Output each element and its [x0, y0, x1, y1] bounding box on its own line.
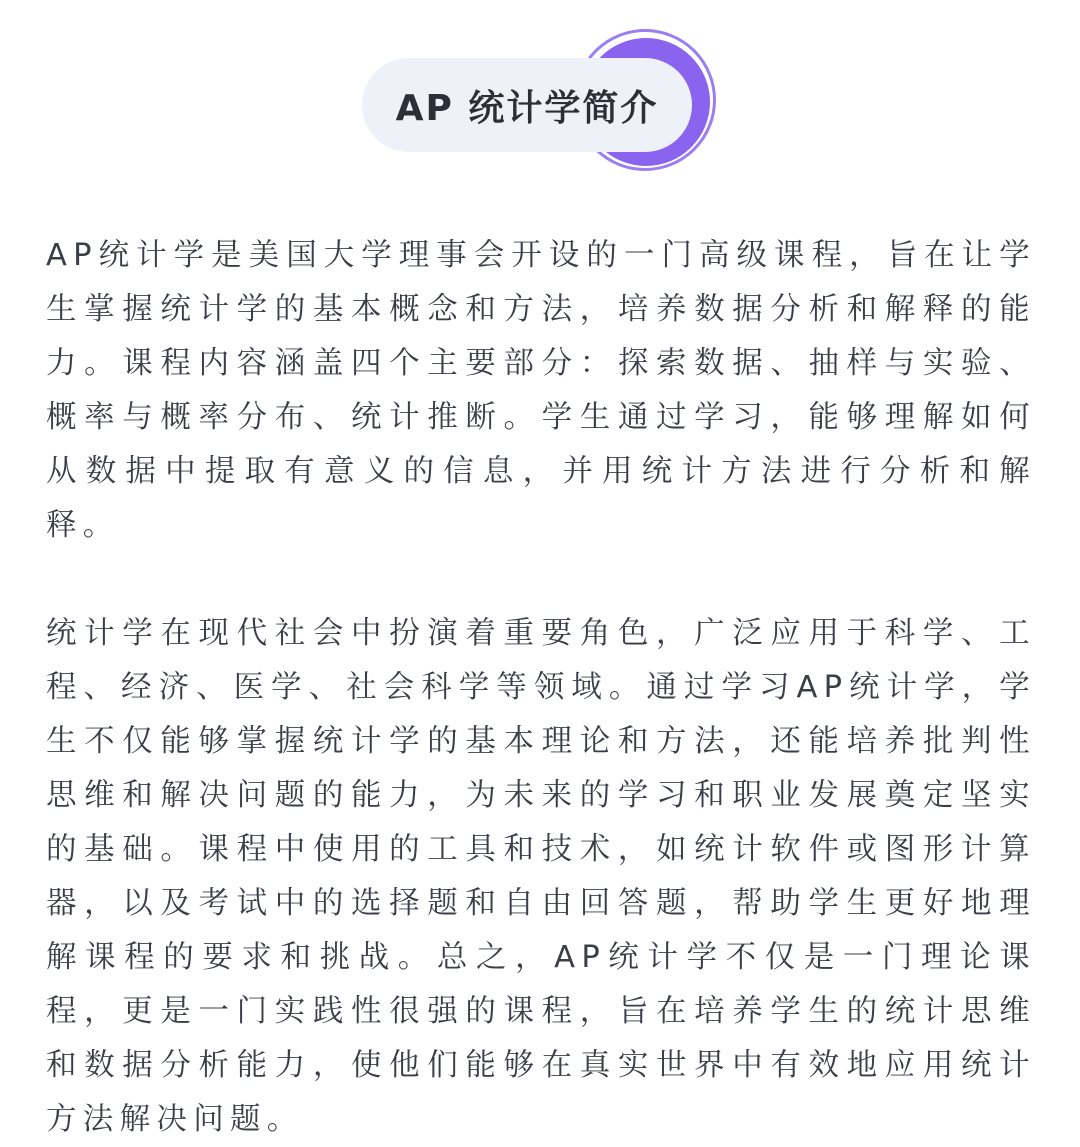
page-title: AP 统计学简介: [395, 87, 659, 129]
section-title-badge: [362, 28, 722, 183]
paragraph-intro: AP统计学是美国大学理事会开设的一门高级课程，旨在让学生掌握统计学的基本概念和方法，培养数据分析和解释的能力。课程内容涵盖四个主要部分：探索数据、抽样与实验、概率与概率分布、统计推断。学生通过学习，能够理解如何从数据中提取有意义的信息，并用统计方法进行分析和解释。: [46, 238, 1036, 543]
article-body: [46, 229, 1036, 1147]
title-pill: [362, 58, 692, 152]
paragraph-importance: 统计学在现代社会中扮演着重要角色，广泛应用于科学、工程、经济、医学、社会科学等领域。通过学习AP统计学，学生不仅能够掌握统计学的基本理论和方法，还能培养批判性思维和解决问题的能力，为未来的学习和职业发展奠定坚实的基础。课程中使用的工具和技术，如统计软件或图形计算器，以及考试中的选择题和自由回答题，帮助学生更好地理解课程的要求和挑战。总之，AP统计学不仅是一门理论课程，更是一门实践性很强的课程，旨在培养学生的统计思维和数据分析能力，使他们能够在真实世界中有效地应用统计方法解决问题。: [46, 616, 1036, 1137]
